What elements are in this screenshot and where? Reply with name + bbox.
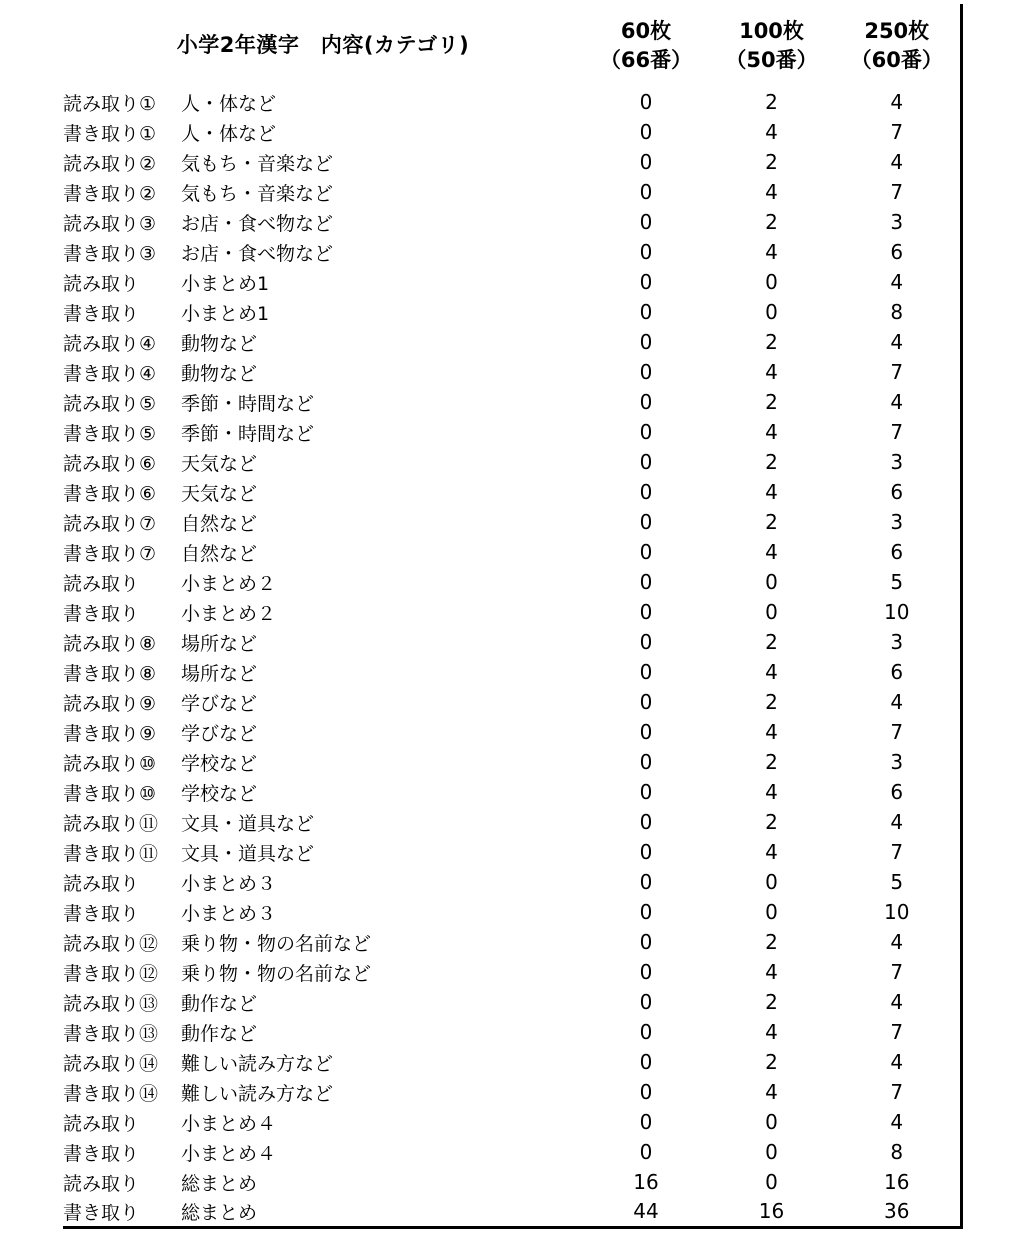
cell-count-100: 0 [709,567,834,597]
cell-category: 自然など [181,507,583,537]
cell-count-250: 6 [834,237,961,267]
table-row [63,1047,961,1077]
cell-category: 気もち・音楽など [181,177,583,207]
cell-count-60: 0 [583,897,709,927]
cell-count-250: 36 [834,1197,961,1227]
cell-count-100: 0 [709,1167,834,1197]
table-row [63,747,961,777]
cell-count-250: 8 [834,1137,961,1167]
cell-exercise-type: 読み取り⑤ [63,387,181,417]
cell-count-100: 2 [709,807,834,837]
cell-count-100: 0 [709,867,834,897]
table-row [63,657,961,687]
column-header-100 [709,4,834,87]
cell-exercise-type: 読み取り⑥ [63,447,181,477]
cell-count-100: 0 [709,1137,834,1167]
cell-count-100: 2 [709,507,834,537]
cell-category: 小まとめ３ [181,897,583,927]
cell-count-100: 4 [709,1077,834,1107]
cell-count-60: 0 [583,297,709,327]
table-header-row [63,4,961,87]
cell-category: 気もち・音楽など [181,147,583,177]
cell-count-100: 0 [709,897,834,927]
cell-count-250: 4 [834,807,961,837]
cell-count-60: 0 [583,417,709,447]
cell-count-100: 4 [709,717,834,747]
cell-count-60: 0 [583,507,709,537]
cell-exercise-type: 書き取り⑬ [63,1017,181,1047]
cell-category: 小まとめ２ [181,597,583,627]
cell-category: 動物など [181,327,583,357]
cell-count-100: 2 [709,987,834,1017]
cell-count-100: 4 [709,357,834,387]
cell-exercise-type: 書き取り④ [63,357,181,387]
cell-exercise-type: 読み取り⑪ [63,807,181,837]
cell-count-60: 0 [583,537,709,567]
cell-count-60: 0 [583,807,709,837]
cell-count-250: 6 [834,537,961,567]
cell-count-60: 0 [583,867,709,897]
cell-exercise-type: 読み取り⑬ [63,987,181,1017]
cell-count-60: 0 [583,1017,709,1047]
cell-category: 文具・道具など [181,837,583,867]
cell-count-60: 0 [583,837,709,867]
column-header-60-count: 60枚 [620,19,672,44]
cell-category: 季節・時間など [181,417,583,447]
table-row [63,117,961,147]
cell-count-60: 0 [583,327,709,357]
cell-count-100: 4 [709,477,834,507]
cell-count-250: 7 [834,957,961,987]
cell-count-60: 0 [583,567,709,597]
column-header-250-number: （60番） [850,47,943,72]
cell-count-60: 0 [583,387,709,417]
cell-exercise-type: 書き取り⑩ [63,777,181,807]
cell-category: 文具・道具など [181,807,583,837]
cell-count-100: 0 [709,267,834,297]
cell-category: 人・体など [181,117,583,147]
table-row [63,237,961,267]
cell-count-250: 6 [834,477,961,507]
cell-count-100: 4 [709,237,834,267]
table-row [63,87,961,117]
cell-exercise-type: 書き取り⑨ [63,717,181,747]
cell-count-250: 4 [834,987,961,1017]
cell-category: 学びなど [181,717,583,747]
cell-category: 動作など [181,1017,583,1047]
cell-count-60: 0 [583,687,709,717]
cell-count-60: 0 [583,477,709,507]
table-row [63,477,961,507]
cell-category: 乗り物・物の名前など [181,957,583,987]
cell-category: お店・食べ物など [181,237,583,267]
cell-count-100: 4 [709,837,834,867]
cell-count-100: 2 [709,1047,834,1077]
table-row [63,447,961,477]
cell-exercise-type: 書き取り⑭ [63,1077,181,1107]
column-header-60 [583,4,709,87]
cell-count-60: 0 [583,1137,709,1167]
table-row [63,1107,961,1137]
cell-category: 季節・時間など [181,387,583,417]
cell-exercise-type: 書き取り⑦ [63,537,181,567]
table-row [63,957,961,987]
cell-exercise-type: 読み取り⑨ [63,687,181,717]
cell-exercise-type: 読み取り [63,567,181,597]
table-row [63,807,961,837]
cell-count-250: 4 [834,1107,961,1137]
cell-exercise-type: 読み取り② [63,147,181,177]
cell-count-250: 16 [834,1167,961,1197]
cell-count-100: 2 [709,207,834,237]
cell-count-250: 6 [834,657,961,687]
cell-exercise-type: 読み取り⑦ [63,507,181,537]
cell-count-60: 0 [583,447,709,477]
column-header-100-number: （50番） [725,47,818,72]
cell-category: 場所など [181,627,583,657]
table-row [63,507,961,537]
table-row [63,1017,961,1047]
cell-exercise-type: 読み取り [63,267,181,297]
cell-category: 学びなど [181,687,583,717]
cell-category: 動作など [181,987,583,1017]
table-row [63,777,961,807]
cell-count-250: 3 [834,507,961,537]
cell-count-60: 16 [583,1167,709,1197]
cell-count-100: 0 [709,297,834,327]
cell-count-60: 44 [583,1197,709,1227]
table-row [63,177,961,207]
cell-count-60: 0 [583,357,709,387]
table-row [63,717,961,747]
cell-count-250: 7 [834,177,961,207]
column-header-250-count: 250枚 [864,19,930,44]
table-row [63,597,961,627]
cell-count-250: 4 [834,267,961,297]
cell-category: 小まとめ２ [181,567,583,597]
cell-count-60: 0 [583,927,709,957]
cell-exercise-type: 読み取り⑫ [63,927,181,957]
cell-count-250: 7 [834,1017,961,1047]
cell-count-100: 4 [709,657,834,687]
cell-exercise-type: 読み取り [63,1107,181,1137]
cell-exercise-type: 書き取り⑪ [63,837,181,867]
cell-count-250: 3 [834,447,961,477]
table-row [63,537,961,567]
table-row [63,567,961,597]
cell-count-250: 10 [834,897,961,927]
table-row [63,417,961,447]
cell-count-100: 4 [709,1017,834,1047]
cell-count-250: 4 [834,387,961,417]
cell-category: 小まとめ４ [181,1107,583,1137]
cell-exercise-type: 書き取り [63,297,181,327]
cell-category: 動物など [181,357,583,387]
cell-count-100: 4 [709,117,834,147]
cell-exercise-type: 読み取り⑭ [63,1047,181,1077]
table-row [63,927,961,957]
cell-count-60: 0 [583,1047,709,1077]
cell-category: 総まとめ [181,1197,583,1227]
cell-exercise-type: 書き取り [63,1197,181,1227]
table-body [63,87,961,1227]
table-header [63,4,961,87]
cell-category: 天気など [181,477,583,507]
table-row [63,207,961,237]
cell-count-100: 0 [709,597,834,627]
cell-category: 学校など [181,777,583,807]
cell-category: 難しい読み方など [181,1077,583,1107]
cell-exercise-type: 読み取り [63,867,181,897]
cell-count-60: 0 [583,87,709,117]
cell-count-250: 4 [834,687,961,717]
cell-exercise-type: 書き取り [63,597,181,627]
cell-count-250: 5 [834,567,961,597]
table-row [63,147,961,177]
cell-count-60: 0 [583,117,709,147]
cell-count-250: 4 [834,87,961,117]
cell-count-250: 5 [834,867,961,897]
table-row [63,1197,961,1227]
cell-category: 学校など [181,747,583,777]
cell-count-60: 0 [583,957,709,987]
cell-category: 難しい読み方など [181,1047,583,1077]
column-header-250 [834,4,961,87]
cell-count-100: 2 [709,687,834,717]
cell-exercise-type: 読み取り⑩ [63,747,181,777]
table-row [63,897,961,927]
cell-category: 小まとめ1 [181,267,583,297]
cell-count-100: 4 [709,177,834,207]
cell-count-250: 4 [834,327,961,357]
cell-exercise-type: 書き取り⑧ [63,657,181,687]
table-row [63,627,961,657]
cell-count-250: 3 [834,747,961,777]
cell-exercise-type: 読み取り① [63,87,181,117]
cell-exercise-type: 書き取り⑤ [63,417,181,447]
cell-count-60: 0 [583,597,709,627]
cell-count-250: 3 [834,627,961,657]
cell-count-60: 0 [583,147,709,177]
cell-exercise-type: 書き取り⑫ [63,957,181,987]
cell-count-60: 0 [583,717,709,747]
cell-count-100: 2 [709,387,834,417]
cell-count-250: 7 [834,117,961,147]
cell-count-60: 0 [583,207,709,237]
cell-count-250: 6 [834,777,961,807]
cell-count-250: 7 [834,717,961,747]
cell-count-100: 16 [709,1197,834,1227]
cell-count-60: 0 [583,177,709,207]
table-row [63,357,961,387]
cell-category: 天気など [181,447,583,477]
table-row [63,1077,961,1107]
cell-exercise-type: 読み取り [63,1167,181,1197]
cell-exercise-type: 書き取り [63,1137,181,1167]
cell-count-60: 0 [583,1077,709,1107]
kanji-worksheet-table [63,4,963,1229]
cell-count-250: 7 [834,837,961,867]
cell-category: 小まとめ４ [181,1137,583,1167]
cell-count-250: 7 [834,417,961,447]
cell-count-100: 2 [709,627,834,657]
table-row [63,837,961,867]
cell-category: 総まとめ [181,1167,583,1197]
cell-count-250: 3 [834,207,961,237]
cell-category: お店・食べ物など [181,207,583,237]
table-row [63,1137,961,1167]
cell-category: 場所など [181,657,583,687]
cell-exercise-type: 読み取り④ [63,327,181,357]
table-row [63,327,961,357]
cell-count-100: 4 [709,537,834,567]
cell-count-60: 0 [583,1107,709,1137]
cell-count-100: 2 [709,927,834,957]
table-title-cell: 小学2年漢字 内容(カテゴリ) [63,4,583,87]
table-row [63,867,961,897]
cell-category: 人・体など [181,87,583,117]
cell-count-60: 0 [583,987,709,1017]
cell-category: 乗り物・物の名前など [181,927,583,957]
table-row [63,1167,961,1197]
cell-count-250: 4 [834,927,961,957]
cell-count-60: 0 [583,627,709,657]
cell-count-60: 0 [583,657,709,687]
cell-count-100: 0 [709,1107,834,1137]
table-row [63,687,961,717]
cell-count-100: 2 [709,327,834,357]
cell-count-60: 0 [583,747,709,777]
cell-exercise-type: 書き取り③ [63,237,181,267]
cell-count-100: 2 [709,87,834,117]
cell-count-250: 8 [834,297,961,327]
cell-count-100: 2 [709,747,834,777]
cell-count-250: 7 [834,1077,961,1107]
table-row [63,267,961,297]
cell-count-250: 4 [834,1047,961,1077]
table-row [63,987,961,1017]
cell-category: 自然など [181,537,583,567]
cell-count-60: 0 [583,237,709,267]
cell-exercise-type: 読み取り③ [63,207,181,237]
cell-count-60: 0 [583,267,709,297]
cell-count-60: 0 [583,777,709,807]
cell-exercise-type: 書き取り⑥ [63,477,181,507]
cell-count-100: 4 [709,957,834,987]
cell-category: 小まとめ1 [181,297,583,327]
cell-exercise-type: 読み取り⑧ [63,627,181,657]
table-row [63,297,961,327]
cell-exercise-type: 書き取り [63,897,181,927]
cell-count-100: 2 [709,447,834,477]
cell-count-250: 10 [834,597,961,627]
cell-count-250: 7 [834,357,961,387]
kanji-worksheet-table-container [63,4,961,1228]
cell-exercise-type: 書き取り② [63,177,181,207]
cell-exercise-type: 書き取り① [63,117,181,147]
cell-count-100: 4 [709,777,834,807]
cell-count-250: 4 [834,147,961,177]
cell-count-100: 2 [709,147,834,177]
column-header-60-number: （66番） [599,47,693,72]
table-row [63,387,961,417]
column-header-100-count: 100枚 [739,19,804,44]
cell-count-100: 4 [709,417,834,447]
cell-category: 小まとめ３ [181,867,583,897]
